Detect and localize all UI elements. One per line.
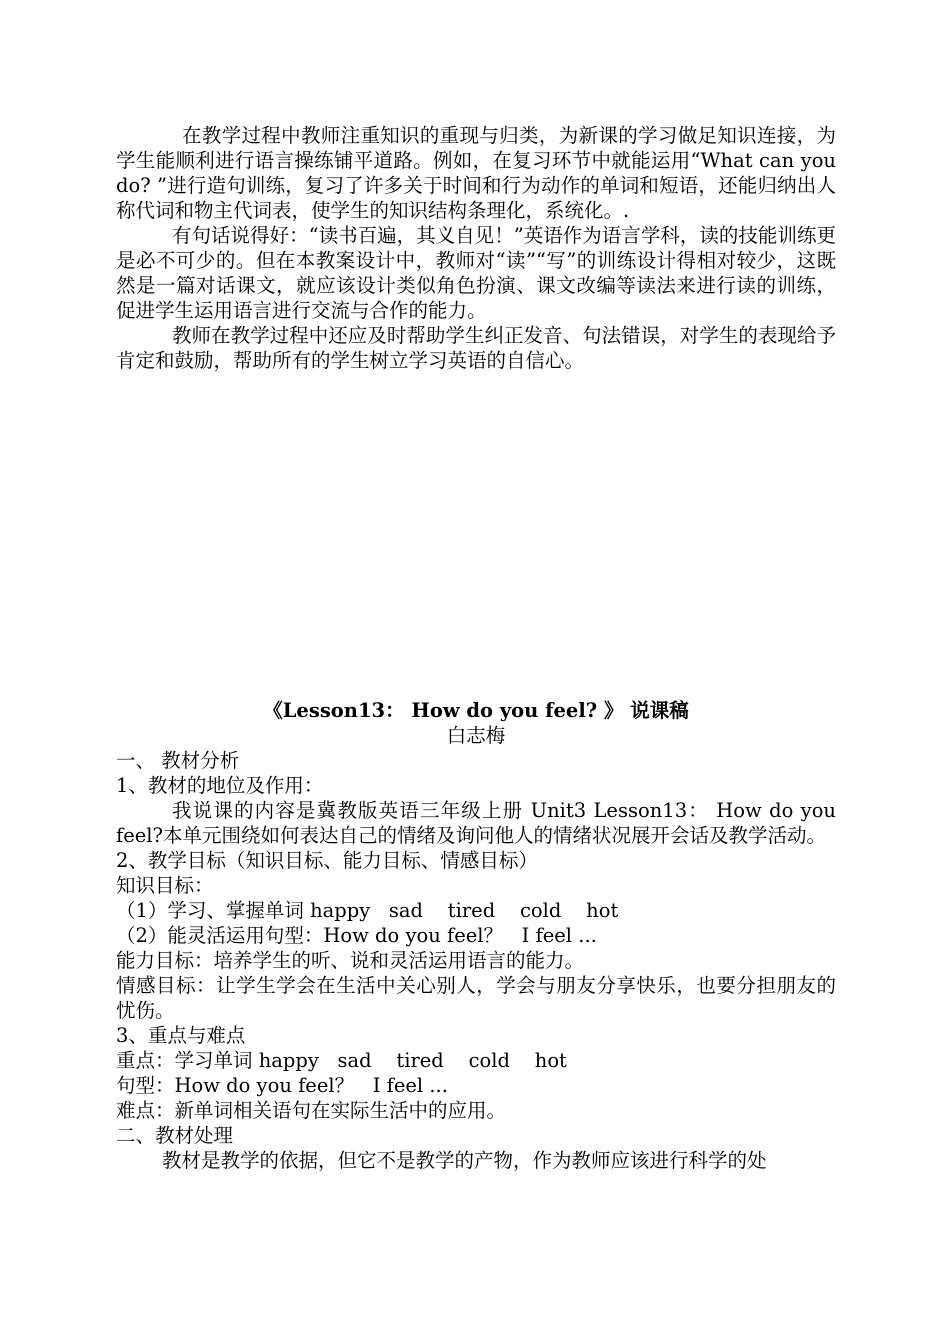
page-gap	[116, 373, 836, 698]
paragraph-review: 在教学过程中教师注重知识的重现与归类，为新课的学习做足知识连接，为学生能顺利进行语言操练铺平道路。例如，在复习环节中就能运用“What can you do? ”进行造句训练，复习了许多关于时间和行为动作的单词和短语，还能归纳出人称代词和物主代词表，使学生的知识结构条理化，系统化。.	[116, 124, 836, 222]
subheading-objectives: 2、教学目标（知识目标、能力目标、情感目标）	[116, 849, 538, 872]
knowledge-item-2: （2）能灵活运用句型：How do you feel？ I feel ...	[116, 924, 597, 947]
knowledge-item-1: （1）学习、掌握单词 happy sad tired cold hot	[116, 899, 619, 922]
heading-material-processing: 二、教材处理	[116, 1124, 234, 1147]
subheading-key-points: 3、重点与难点	[116, 1024, 246, 1047]
paragraph-processing: 教材是教学的依据，但它不是教学的产物，作为教师应该进行科学的处	[162, 1149, 767, 1172]
emotion-objective: 情感目标：让学生学会在生活中关心别人，学会与朋友分享快乐，也要分担朋友的忧伤。	[116, 974, 836, 1022]
lesson-title: 《Lesson13： How do you feel? 》 说课稿	[263, 699, 689, 722]
knowledge-label: 知识目标：	[116, 874, 214, 897]
ability-objective: 能力目标：培养学生的听、说和灵活运用语言的能力。	[116, 949, 585, 972]
subheading-role: 1、教材的地位及作用：	[116, 774, 324, 797]
paragraph-feedback: 教师在教学过程中还应及时帮助学生纠正发音、句法错误，对学生的表现给予肯定和鼓励，帮助所有的学生树立学习英语的自信心。	[116, 324, 836, 372]
heading-material-analysis: 一、 教材分析	[116, 749, 240, 772]
paragraph-reading: 有句话说得好：“读书百遍，其义自见！”英语作为语言学科，读的技能训练更是必不可少的。但在本教案设计中，教师对“读”“写”的训练设计得相对较少，这既然是一篇对话课文，就应该设计类似角色扮演、课文改编等读法来进行读的训练，促进学生运用语言进行交流与合作的能力。	[116, 224, 836, 322]
key-point: 重点：学习单词 happy sad tired cold hot	[116, 1049, 567, 1072]
author-name: 白志梅	[446, 724, 506, 747]
paragraph-intro: 我说课的内容是冀教版英语三年级上册 Unit3 Lesson13： How do you feel?本单元围绕如何表达自己的情绪及询问他人的情绪状况展开会话及教学活动。	[116, 799, 836, 847]
document-page	[116, 123, 836, 1173]
difficulty-point: 难点：新单词相关语句在实际生活中的应用。	[116, 1099, 507, 1122]
sentence-pattern: 句型：How do you feel？ I feel ...	[116, 1074, 448, 1097]
